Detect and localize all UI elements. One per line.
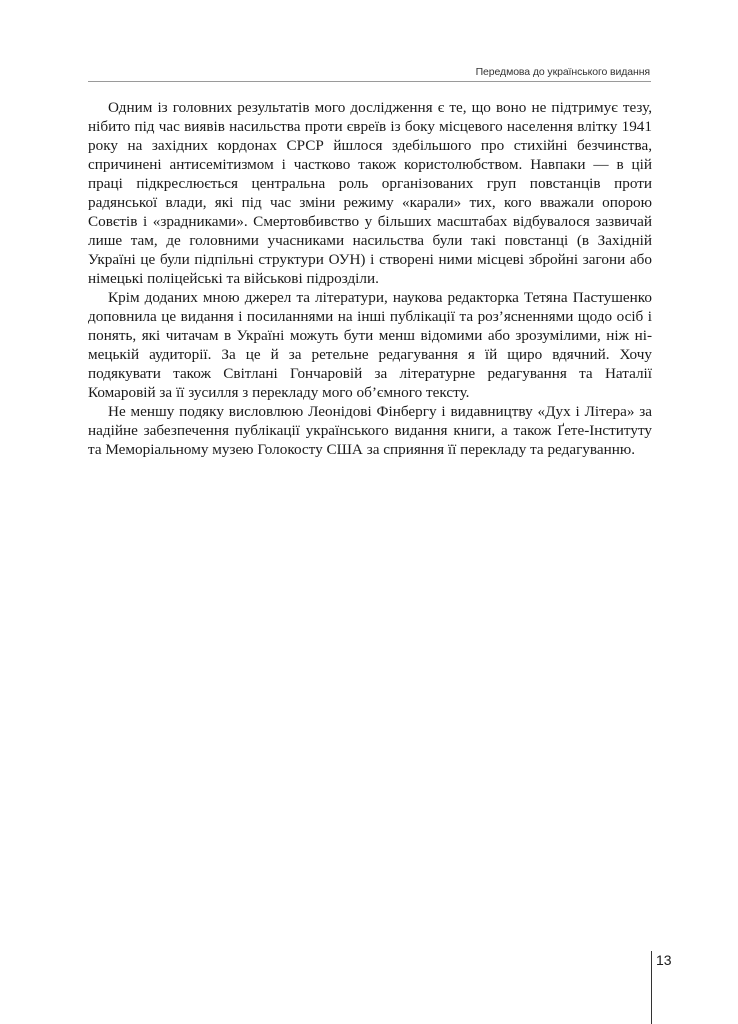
- page-number: 13: [656, 952, 672, 968]
- paragraph-3: Не меншу подяку висловлюю Леонідові Фінбергу і видавництву «Дух і Літера» за надійне забезпечення публікації українського видання книги, а також Ґете-Інституту та Меморіальному музею Голокосту США за сприяння її перекладу та редагуванню.: [88, 403, 652, 458]
- page-number-rule: [651, 951, 652, 1024]
- header-rule: [88, 81, 651, 82]
- paragraph-1: Одним із головних результатів мого дослідження є те, що воно не підтримує тезу, нібито під час виявів насильства проти євреїв із боку місцевого населення влітку 1941 року на західних кордонах СРСР йшлося здебільшого про стихійні безчинства, спричинені антисемітизмом і частково також користолюбством. Навпаки — в цій праці підкреслюється центральна роль організованих груп повстанців проти радянської влади, які під час зміни режиму «карали» тих, кого вважали опорою Совєтів і «зрадниками». Смертовбивство у більших масштабах відбувалося зазвичай лише там, де головними учасниками насильства були такі повстанці (в Західній Україні це були підпільні структури ОУН) і створені ними місцеві збройні загони або німецькі поліцейські та військові підрозділи.: [88, 99, 652, 287]
- body-text: [88, 98, 652, 459]
- running-head: Передмова до українського видання: [475, 66, 650, 78]
- paragraph-2: Крім доданих мною джерел та літератури, наукова редакторка Тетяна Пастушенко доповнила це видання і посиланнями на інші публікації та роз’ясненнями щодо осіб і понять, які читачам в Україні можуть бути менш відомими або зрозумілими, ніж німецькій аудиторії. За це й за ретельне редагування я їй щиро вдячний. Хочу подякувати також Світлані Гончаровій за літературне редагування та Наталії Комаровій за її зусилля з перекладу мого об’ємного тексту.: [88, 289, 652, 401]
